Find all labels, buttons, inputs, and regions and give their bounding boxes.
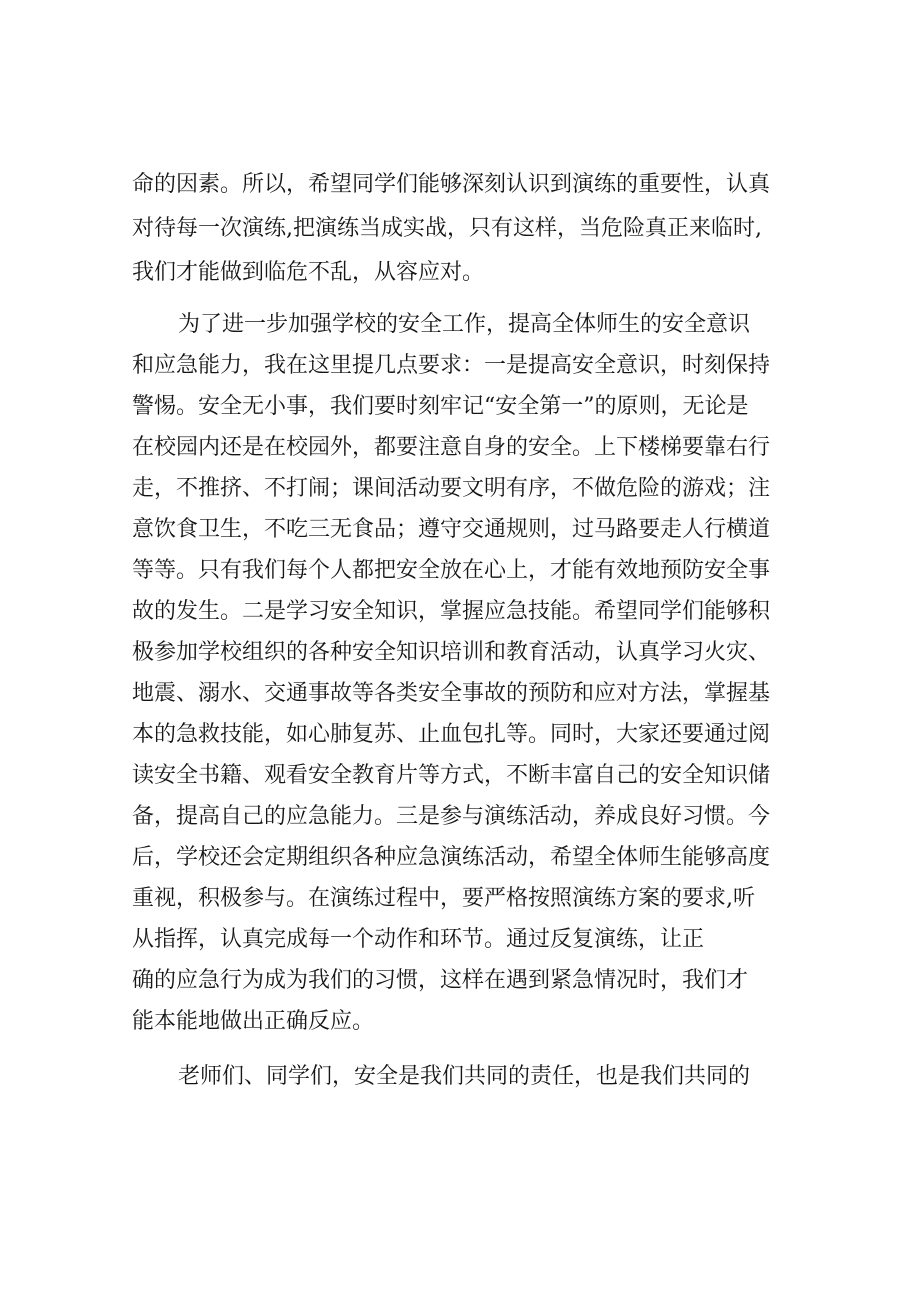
text-line: 确的应急行为成为我们的习惯，这样在遇到紧急情况时，我们才 xyxy=(132,968,749,993)
text-line: 后，学校还会定期组织各种应急演练活动，希望全体师生能够高度 xyxy=(132,845,771,870)
text-line: 地震、溺水、交通事故等各类安全事故的预防和应对方法，掌握基 xyxy=(132,681,771,706)
text-line: 等等。只有我们每个人都把安全放在心上，才能有效地预防安全事 xyxy=(132,558,771,583)
text-line: 为了进一步加强学校的安全工作，提高全体师生的安全意识 xyxy=(178,312,751,337)
text-line: 走，不推挤、不打闹；课间活动要文明有序，不做危险的游戏；注 xyxy=(132,476,771,501)
text-line: 备，提高自己的应急能力。三是参与演练活动，养成良好习惯。今 xyxy=(132,804,771,829)
text-line: 和应急能力，我在这里提几点要求：一是提高安全意识，时刻保持 xyxy=(132,353,771,378)
text-line: 故的发生。二是学习安全知识，掌握应急技能。希望同学们能够积 xyxy=(132,599,771,624)
text-line: 从指挥，认真完成每一个动作和环节。通过反复演练，让正 xyxy=(132,927,705,952)
text-line: 老师们、同学们，安全是我们共同的责任，也是我们共同的 xyxy=(178,1064,751,1089)
text-line: 读安全书籍、观看安全教育片等方式，不断丰富自己的安全知识储 xyxy=(132,763,771,788)
text-line: 极参加学校组织的各种安全知识培训和教育活动，认真学习火灾、 xyxy=(132,640,771,665)
text-line: 本的急救技能，如心肺复苏、止血包扎等。同时，大家还要通过阅 xyxy=(132,722,771,747)
text-line: 在校园内还是在校园外，都要注意自身的安全。上下楼梯要靠右行 xyxy=(132,435,771,460)
text-line: 能本能地做出正确反应。 xyxy=(132,1009,375,1034)
text-line: 命的因素。所以，希望同学们能够深刻认识到演练的重要性，认真 xyxy=(132,172,771,197)
text-line: 我们才能做到临危不乱，从容应对。 xyxy=(132,260,485,285)
text-line: 重视，积极参与。在演练过程中，要严格按照演练方案的要求,听 xyxy=(132,886,755,911)
text-line: 警惕。安全无小事，我们要时刻牢记“安全第一”的原则，无论是 xyxy=(132,394,749,419)
text-line: 意饮食卫生，不吃三无食品；遵守交通规则，过马路要走人行横道 xyxy=(132,517,771,542)
text-line: 对待每一次演练,把演练当成实战，只有这样，当危险真正来临时, xyxy=(132,216,762,241)
